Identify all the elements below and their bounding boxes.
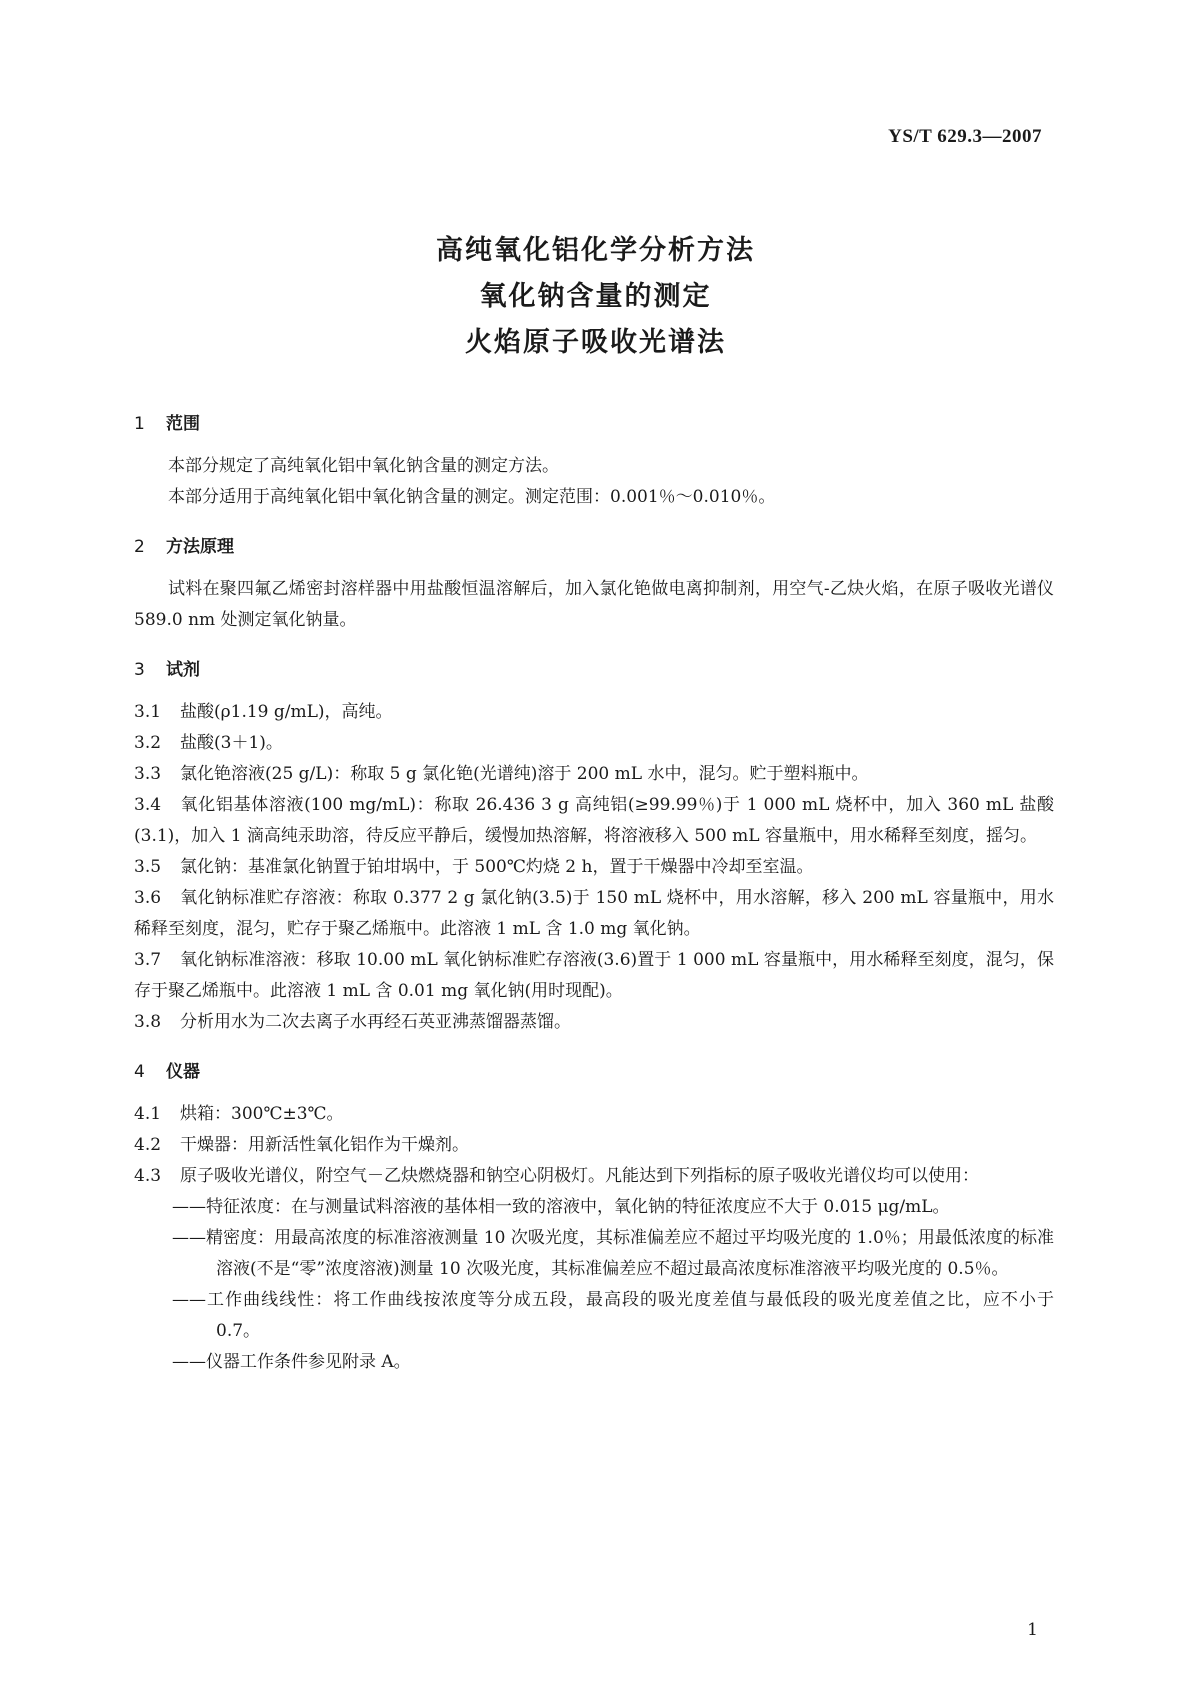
section-heading-scope — [134, 410, 1054, 438]
list-item — [134, 728, 1054, 759]
page-number: 1 — [1027, 1620, 1038, 1640]
item-number: 3.2 — [134, 733, 162, 753]
item-text: 盐酸(3＋1)。 — [180, 733, 283, 753]
item-number: 3.4 — [134, 795, 162, 815]
item-text: 分析用水为二次去离子水再经石英亚沸蒸馏器蒸馏。 — [180, 1012, 571, 1032]
list-item — [134, 883, 1054, 945]
document-title — [0, 228, 1191, 366]
item-number: 4.2 — [134, 1135, 162, 1155]
list-item — [134, 697, 1054, 728]
section-title: 方法原理 — [166, 537, 234, 557]
item-text: 氯化钠：基准氯化钠置于铂坩埚中，于 500℃灼烧 2 h，置于干燥器中冷却至室温。 — [180, 857, 814, 877]
list-item — [134, 790, 1054, 852]
title-line-1: 高纯氧化铝化学分析方法 — [436, 235, 755, 266]
item-text: 氧化铝基体溶液(100 mg/mL)：称取 26.436 3 g 高纯铝(≥99.99％)于 1 000 mL 烧杯中，加入 360 mL 盐酸(3.1)，加入 1 滴高纯汞助溶，待反应平静后，缓慢加热溶解，将溶液移入 500 mL 容量瓶中，用水稀释至刻度，摇匀。 — [134, 795, 1054, 846]
item-number: 4.3 — [134, 1166, 162, 1186]
dash-list-item: ——特征浓度：在与测量试料溶液的基体相一致的溶液中，氧化钠的特征浓度应不大于 0.015 μg/mL。 — [172, 1197, 950, 1217]
list-item — [134, 852, 1054, 883]
item-text: 干燥器：用新活性氧化铝作为干燥剂。 — [180, 1135, 469, 1155]
section-number: 1 — [134, 414, 145, 434]
title-line-3: 火焰原子吸收光谱法 — [465, 327, 726, 358]
item-text: 烘箱：300℃±3℃。 — [180, 1104, 344, 1124]
list-item — [134, 1099, 1054, 1130]
section-number: 4 — [134, 1062, 145, 1082]
item-number: 3.8 — [134, 1012, 162, 1032]
list-item — [134, 1161, 1054, 1192]
standard-code: YS/T 629.3—2007 — [888, 126, 1042, 147]
item-number: 3.3 — [134, 764, 162, 784]
item-number: 3.6 — [134, 888, 162, 908]
item-number: 4.1 — [134, 1104, 162, 1124]
section-heading-principle — [134, 533, 1054, 561]
item-number: 3.7 — [134, 950, 162, 970]
dash-list-item: ——精密度：用最高浓度的标准溶液测量 10 次吸光度，其标准偏差应不超过平均吸光度的 1.0％；用最低浓度的标准溶液(不是“零”浓度溶液)测量 10 次吸光度，其标准偏差应不超过最高浓度标准溶液平均吸光度的 0.5％。 — [172, 1228, 1054, 1279]
list-item — [134, 945, 1054, 1007]
list-item — [134, 1130, 1054, 1161]
item-number: 3.5 — [134, 857, 162, 877]
item-text: 氧化钠标准溶液：移取 10.00 mL 氧化钠标准贮存溶液(3.6)置于 1 000 mL 容量瓶中，用水稀释至刻度，混匀，保存于聚乙烯瓶中。此溶液 1 mL 含 0.01 mg 氧化钠(用时现配)。 — [134, 950, 1054, 1001]
list-item — [134, 759, 1054, 790]
document-body — [134, 410, 1054, 1378]
paragraph: 试料在聚四氟乙烯密封溶样器中用盐酸恒温溶解后，加入氯化铯做电离抑制剂，用空气-乙炔火焰，在原子吸收光谱仪 589.0 nm 处测定氧化钠量。 — [134, 579, 1054, 630]
section-title: 试剂 — [166, 660, 200, 680]
title-line-2: 氧化钠含量的测定 — [479, 281, 712, 312]
section-number: 3 — [134, 660, 145, 680]
section-title: 仪器 — [166, 1062, 200, 1082]
paragraph: 本部分适用于高纯氧化铝中氧化钠含量的测定。测定范围：0.001％～0.010％。 — [168, 487, 776, 507]
dash-list-item: ——仪器工作条件参见附录 A。 — [172, 1352, 411, 1372]
dash-list-item: ——工作曲线线性：将工作曲线按浓度等分成五段，最高段的吸光度差值与最低段的吸光度差值之比，应不小于 0.7。 — [172, 1290, 1054, 1341]
section-heading-reagents — [134, 656, 1054, 684]
item-text: 氧化钠标准贮存溶液：称取 0.377 2 g 氯化钠(3.5)于 150 mL 烧杯中，用水溶解，移入 200 mL 容量瓶中，用水稀释至刻度，混匀，贮存于聚乙烯瓶中。此溶液 1 mL 含 1.0 mg 氧化钠。 — [134, 888, 1054, 939]
item-text: 氯化铯溶液(25 g/L)：称取 5 g 氯化铯(光谱纯)溶于 200 mL 水中，混匀。贮于塑料瓶中。 — [180, 764, 869, 784]
section-number: 2 — [134, 537, 145, 557]
section-heading-apparatus — [134, 1058, 1054, 1086]
paragraph: 本部分规定了高纯氧化铝中氧化钠含量的测定方法。 — [168, 456, 559, 476]
item-text: 原子吸收光谱仪，附空气－乙炔燃烧器和钠空心阴极灯。凡能达到下列指标的原子吸收光谱仪均可以使用： — [180, 1166, 979, 1186]
section-title: 范围 — [166, 414, 200, 434]
list-item — [134, 1007, 1054, 1038]
item-text: 盐酸(ρ1.19 g/mL)，高纯。 — [180, 702, 393, 722]
item-number: 3.1 — [134, 702, 162, 722]
